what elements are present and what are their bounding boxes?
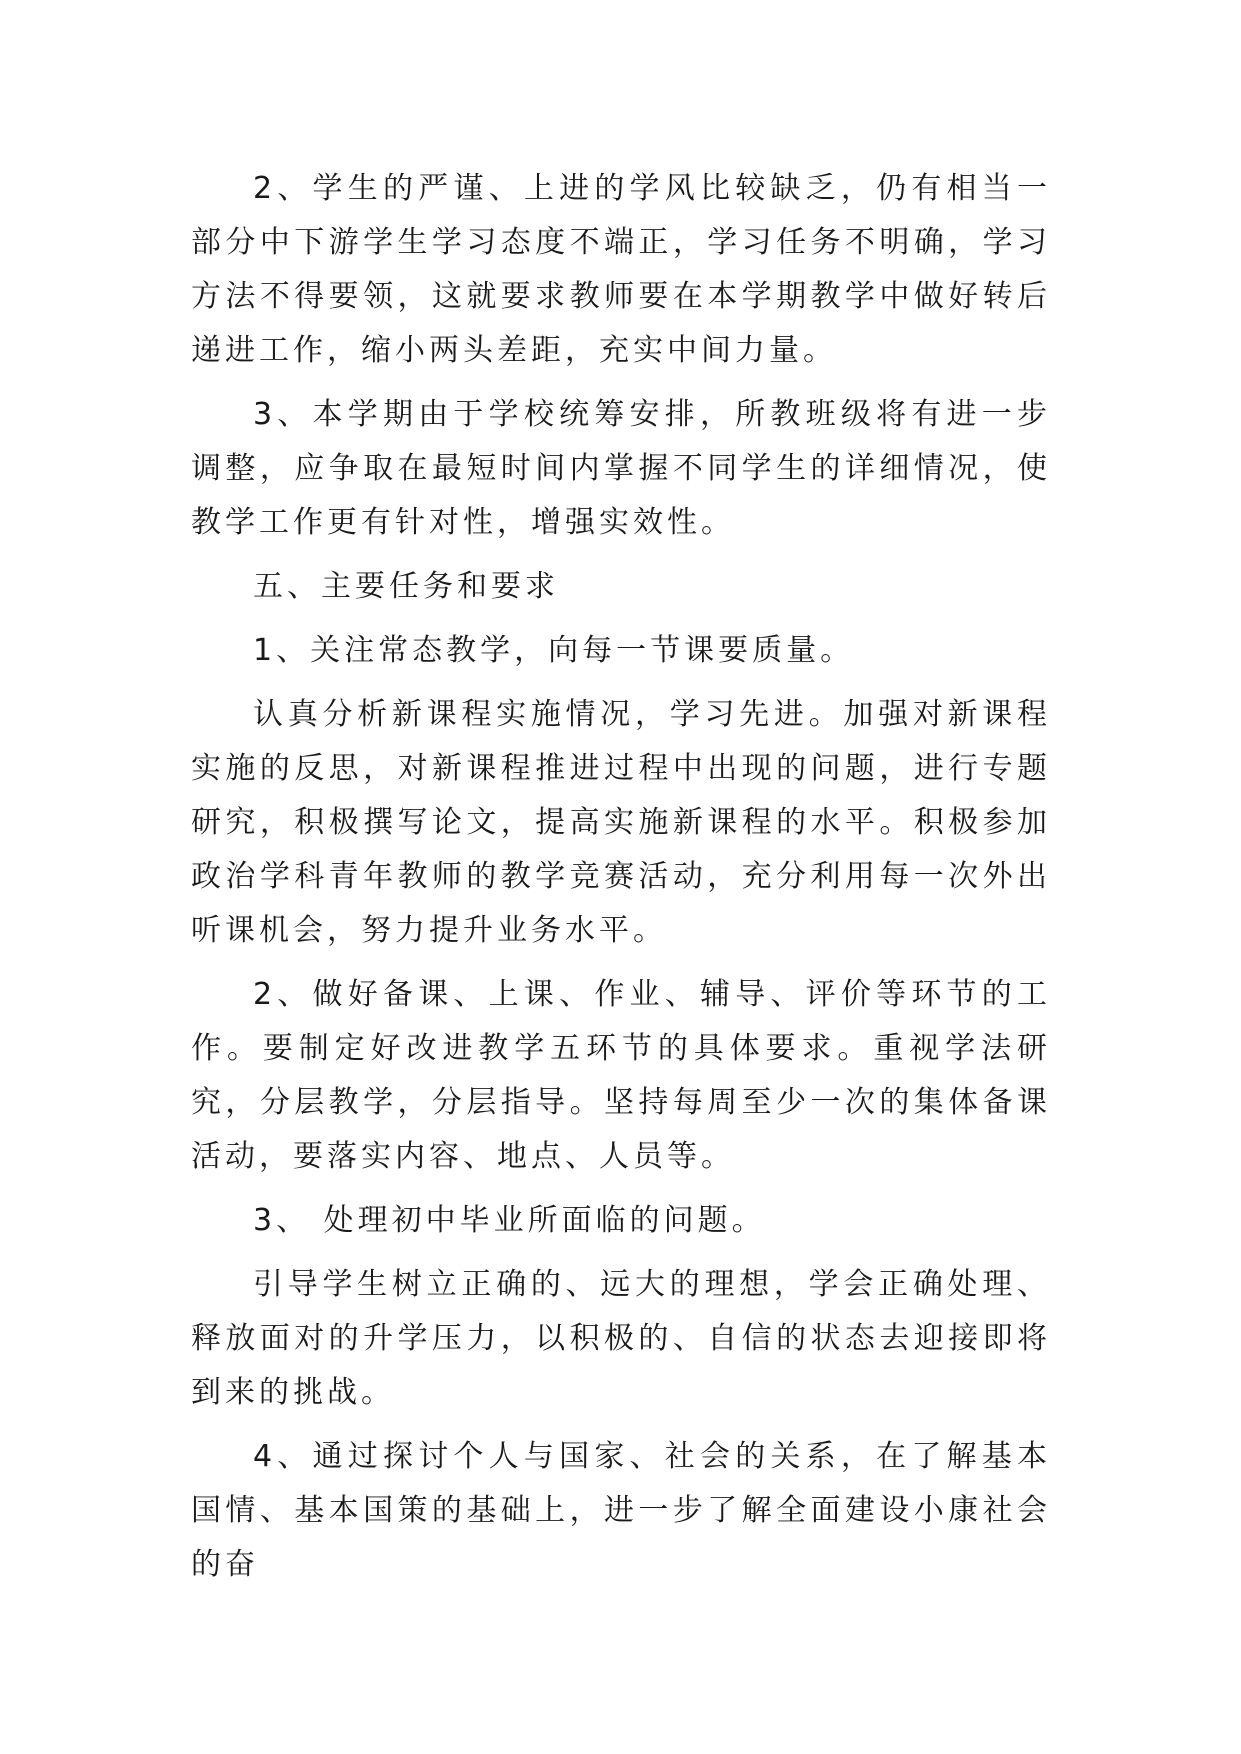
paragraph-graduation-issues: 3、 处理初中毕业所面临的问题。 [253,1203,766,1238]
paragraph-national-conditions: 4、通过探讨个人与国家、社会的关系，在了解基本国情、基本国策的基础上，进一步了解全面建设小康社会的奋 [191,1439,1051,1582]
paragraph-guide-students: 引导学生树立正确的、远大的理想，学会正确处理、释放面对的升学压力，以积极的、自信的状态去迎接即将到来的挑战。 [191,1267,1051,1410]
section-heading-main-tasks: 五、主要任务和要求 [253,569,559,604]
paragraph-student-study-habits: 2、学生的严谨、上进的学风比较缺乏，仍有相当一部分中下游学生学习态度不端正，学习任务不明确，学习方法不得要领，这就要求教师要在本学期教学中做好转后递进工作，缩小两头差距，充实中间力量。 [191,171,1051,368]
paragraph-class-adjustment: 3、本学期由于学校统筹安排，所教班级将有进一步调整，应争取在最短时间内掌握不同学生的详细情况，使教学工作更有针对性，增强实效性。 [191,397,1051,540]
paragraph-lesson-preparation: 2、做好备课、上课、作业、辅导、评价等环节的工作。要制定好改进教学五环节的具体要求。重视学法研究，分层教学，分层指导。坚持每周至少一次的集体备课活动，要落实内容、地点、人员等。 [191,977,1051,1174]
paragraph-new-curriculum: 认真分析新课程实施情况，学习先进。加强对新课程实施的反思，对新课程推进过程中出现的问题，进行专题研究，积极撰写论文，提高实施新课程的水平。积极参加政治学科青年教师的教学竞赛活动，充分利用每一次外出听课机会，努力提升业务水平。 [191,697,1051,948]
document-body [191,162,1051,1592]
paragraph-routine-teaching: 1、关注常态教学，向每一节课要质量。 [253,633,855,668]
